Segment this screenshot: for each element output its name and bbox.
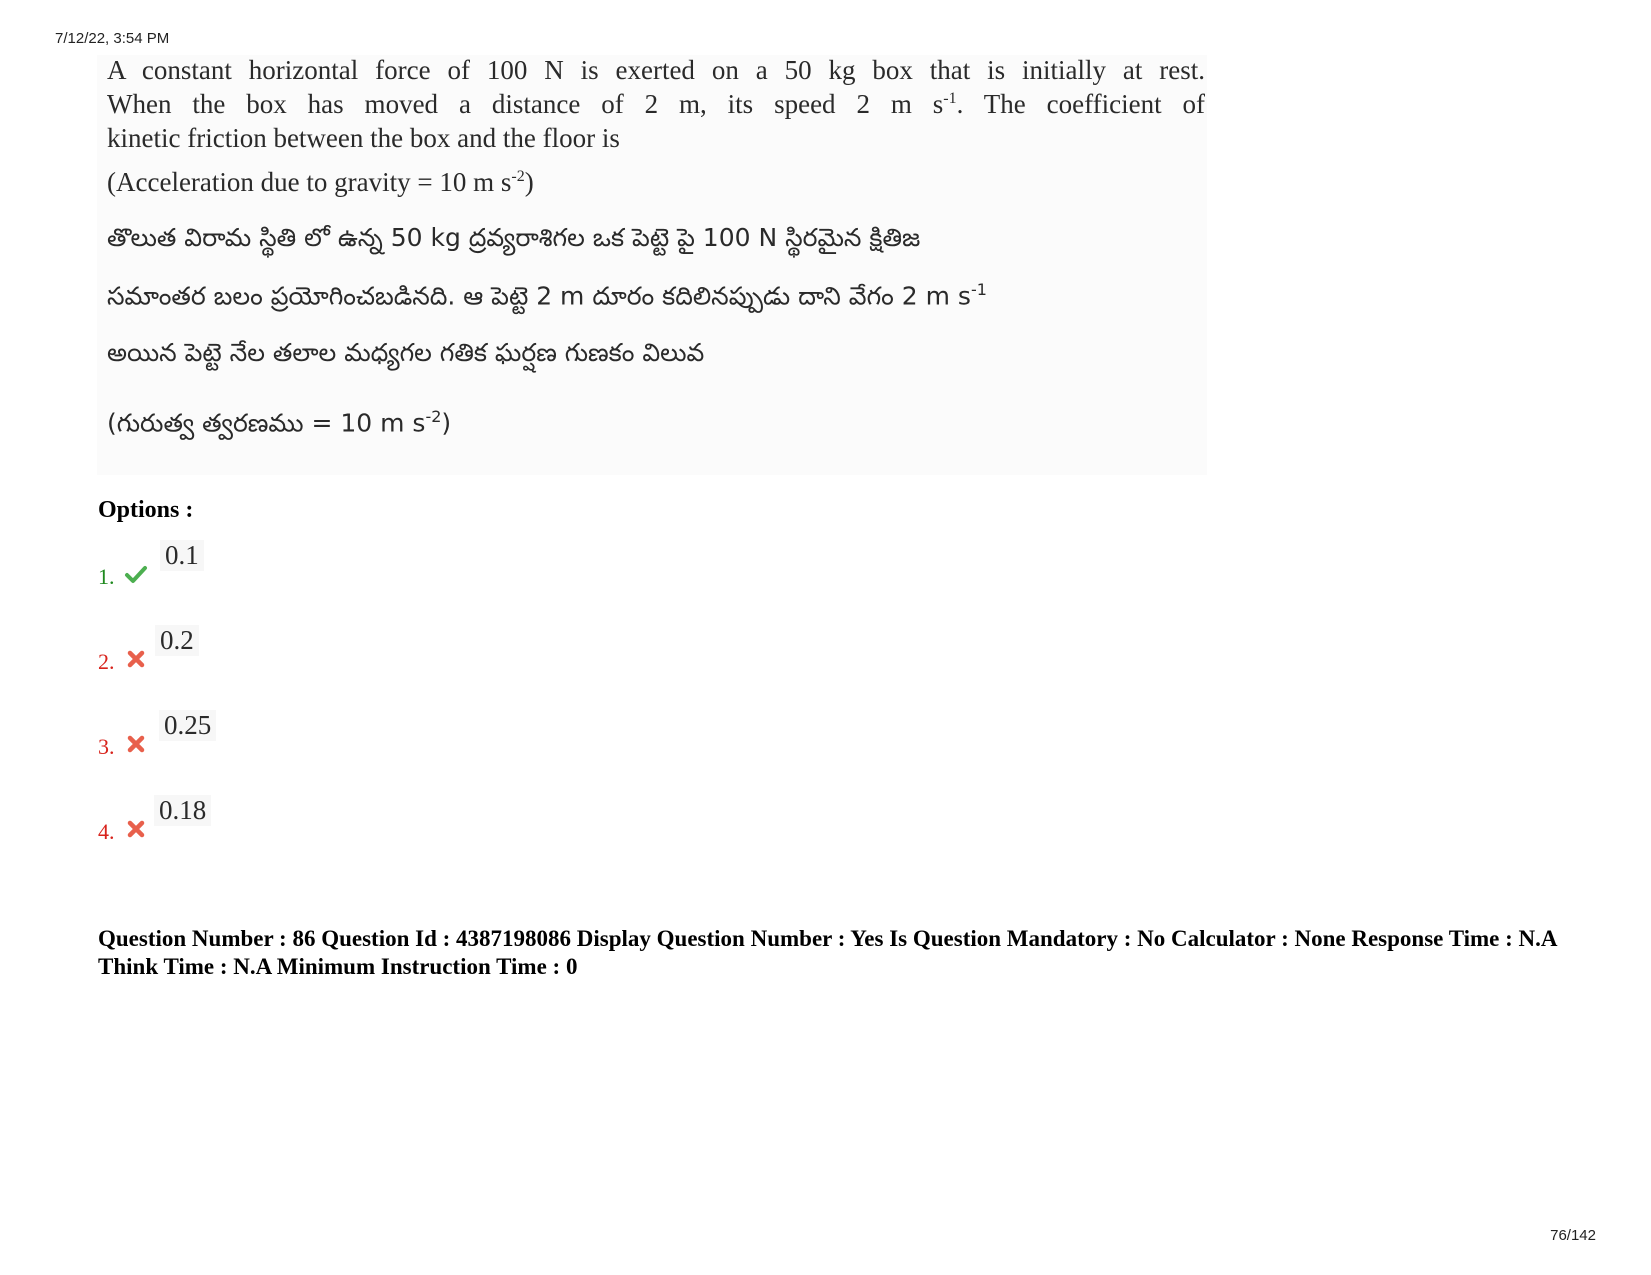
question-te-line-2-superscript: -1 <box>970 280 987 299</box>
question-te-line-2-text: సమాంతర బలం ప్రయోగించబడినది. ఆ పెట్టె 2 m దూరం కదిలినప్పుడు దాని వేగం 2 m s <box>107 281 971 311</box>
question-te-line-4-text-b: ) <box>441 408 452 438</box>
question-te-line-2 <box>107 280 987 317</box>
options-label: Options : <box>98 497 194 523</box>
question-te-line-4 <box>107 407 451 444</box>
option-1-value: 0.1 <box>160 540 204 571</box>
check-icon <box>124 562 148 586</box>
question-en-line-4-superscript: -2 <box>511 168 525 185</box>
question-en-line-1: A constant horizontal force of 100 N is exerted on a 50 kg box that is initially at rest. <box>107 55 1205 85</box>
question-te-line-4-superscript: -2 <box>425 407 442 426</box>
question-en-line-2 <box>107 89 1205 120</box>
question-te-line-1: తొలుత విరామ స్థితి లో ఉన్న 50 kg ద్రవ్యరాశిగల ఒక పెట్టె పై 100 N స్థిరమైన క్షితిజ <box>107 223 921 252</box>
question-metadata: Question Number : 86 Question Id : 4387198086 Display Question Number : Yes Is Question Mandatory : No Calculator : None Response Time : N.A Think Time : N.A Minimum Instruction Time : 0 <box>98 926 1557 979</box>
cross-icon <box>124 732 148 756</box>
cross-icon <box>124 817 148 841</box>
question-te-line-4-text-a: (గురుత్వ త్వరణము = 10 m s <box>107 408 426 438</box>
question-en-line-2-text-a: When the box has moved a distance of 2 m, its speed 2 m s <box>107 89 944 119</box>
question-en-line-2-superscript: -1 <box>943 90 957 107</box>
question-image <box>97 55 1207 475</box>
option-4-value: 0.18 <box>154 795 211 826</box>
question-en-line-4-text-a: (Acceleration due to gravity = 10 m s <box>107 167 512 197</box>
option-3-value: 0.25 <box>159 710 216 741</box>
question-en-line-4-text-b: ) <box>524 167 534 197</box>
page-number: 76/142 <box>1550 1227 1596 1244</box>
question-en-line-3: kinetic friction between the box and the floor is <box>107 123 620 153</box>
question-en-line-2-text-b: . The coefficient of <box>956 89 1205 119</box>
option-2-number: 2. <box>98 649 115 674</box>
option-2-value: 0.2 <box>155 625 199 656</box>
question-en-line-4 <box>107 167 534 198</box>
question-te-line-3: అయిన పెట్టె నేల తలాల మధ్యగల గతిక ఘర్షణ గుణకం విలువ <box>107 338 705 367</box>
print-timestamp: 7/12/22, 3:54 PM <box>55 30 170 47</box>
option-3-number: 3. <box>98 734 115 759</box>
option-4-number: 4. <box>98 819 115 844</box>
option-1-number: 1. <box>98 564 115 589</box>
cross-icon <box>124 647 148 671</box>
